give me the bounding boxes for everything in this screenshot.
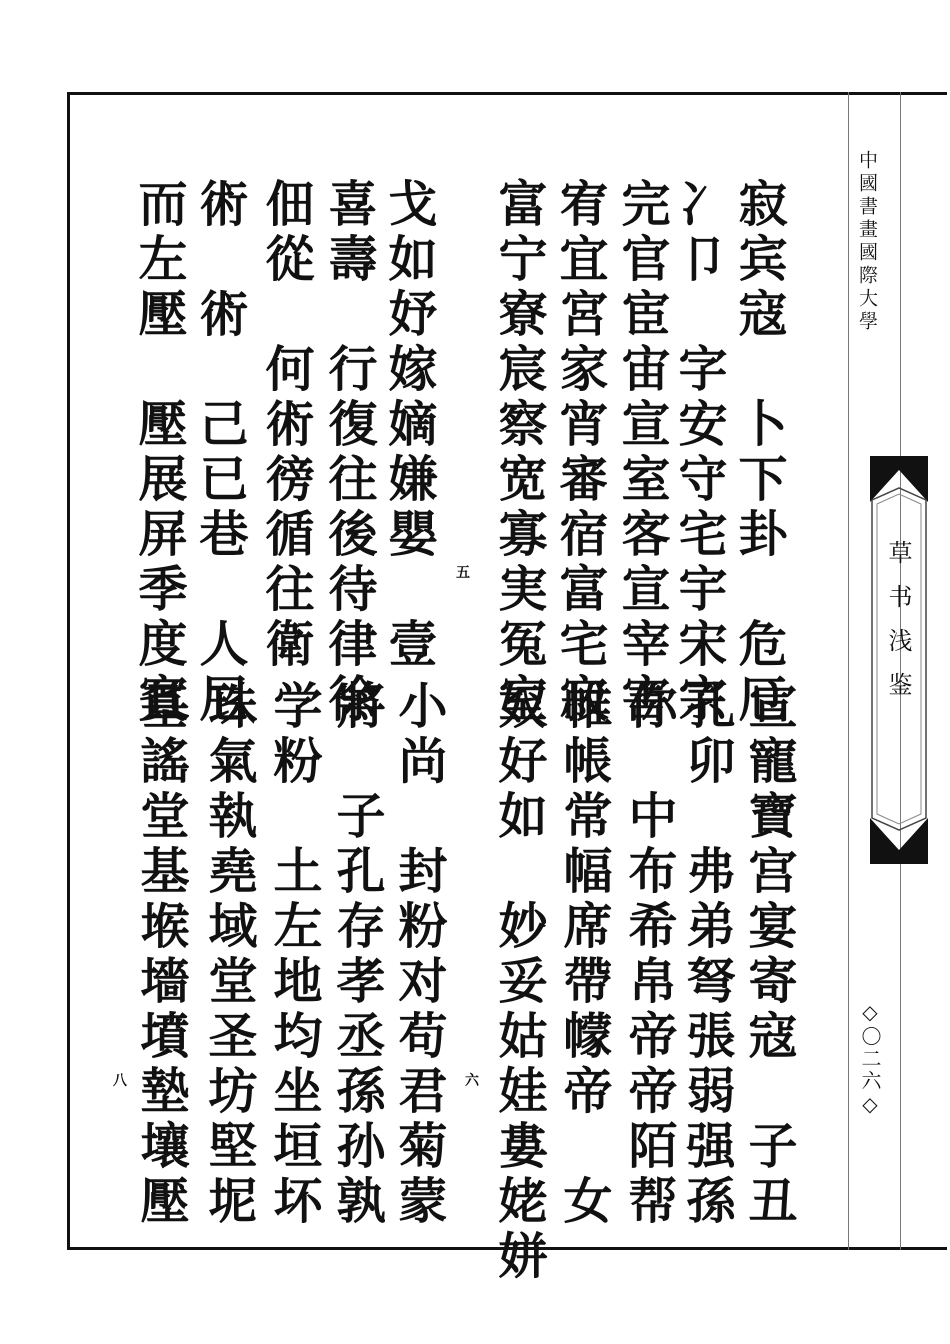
calligraphy-column-upper-6: 戈如妤嫁嫡嫌嬰 壹 [381,178,439,673]
calligraphy-column-lower-8: 学粉 土左地均坐垣坏 [266,680,324,1230]
section-number-six: 六 [465,1073,479,1089]
calligraphy-column-lower-3: 你 中布希帛帝帝陌帮 [621,680,679,1230]
section-number-eight: 八 [113,1073,127,1089]
calligraphy-column-lower-10: 基謠堂基堠墻墳墊壤壓 [133,680,191,1230]
calligraphy-column-lower-7: 將 子孔存孝丞孫孙孰 [329,680,387,1230]
calligraphy-column-upper-10: 而左壓 壓展屏季度賓 [131,178,189,728]
cartouche-bar-top [870,456,928,470]
calligraphy-column-upper-1: 寂宾寇 卜下卦 危厄 [731,178,789,728]
calligraphy-column-upper-4: 宥宜宮家宵審宿富宅寂 [552,178,610,728]
side-title: 中國書畫國際大學 [856,150,878,334]
page-number: ◇〇二六◇ [858,1000,882,1118]
section-number-five: 五 [456,565,470,581]
calligraphy-column-lower-6: 小尚 封粉对苟君菊蒙 [391,680,449,1230]
calligraphy-column-upper-5: 富宁寮宸察宽寡実冤室 [491,178,549,728]
calligraphy-column-upper-7: 喜壽 行復往後待律徐 [321,178,379,728]
calligraphy-column-lower-4: 帷帳常幅席帶幪帝 女 [556,680,614,1230]
calligraphy-column-upper-2: 冫卩 字安守宅宇宋宗 [671,178,729,728]
calligraphy-column-upper-9: 術 術 己已巷 人尼 [192,178,250,728]
side-rule-left [848,92,849,1250]
calligraphy-column-upper-3: 完官宦宙宣室客宣宰害 [614,178,672,728]
cartouche-title: 草书浅鉴 [884,540,912,716]
calligraphy-column-upper-8: 佃從 何術徬循往衛 [258,178,316,673]
calligraphy-column-lower-1: 宣寵寶宫宴寄寇 子丑 [741,680,799,1230]
calligraphy-column-lower-2: 孔卯 弗弟弩張弱强孫 [679,680,737,1285]
calligraphy-column-lower-5: 奴好如 妙妥姑娃婁姥姘 [491,680,549,1285]
calligraphy-column-lower-9: 珠氣執堯域堂圣坊堅坭 [201,680,259,1230]
cartouche-bar-bottom [870,850,928,864]
